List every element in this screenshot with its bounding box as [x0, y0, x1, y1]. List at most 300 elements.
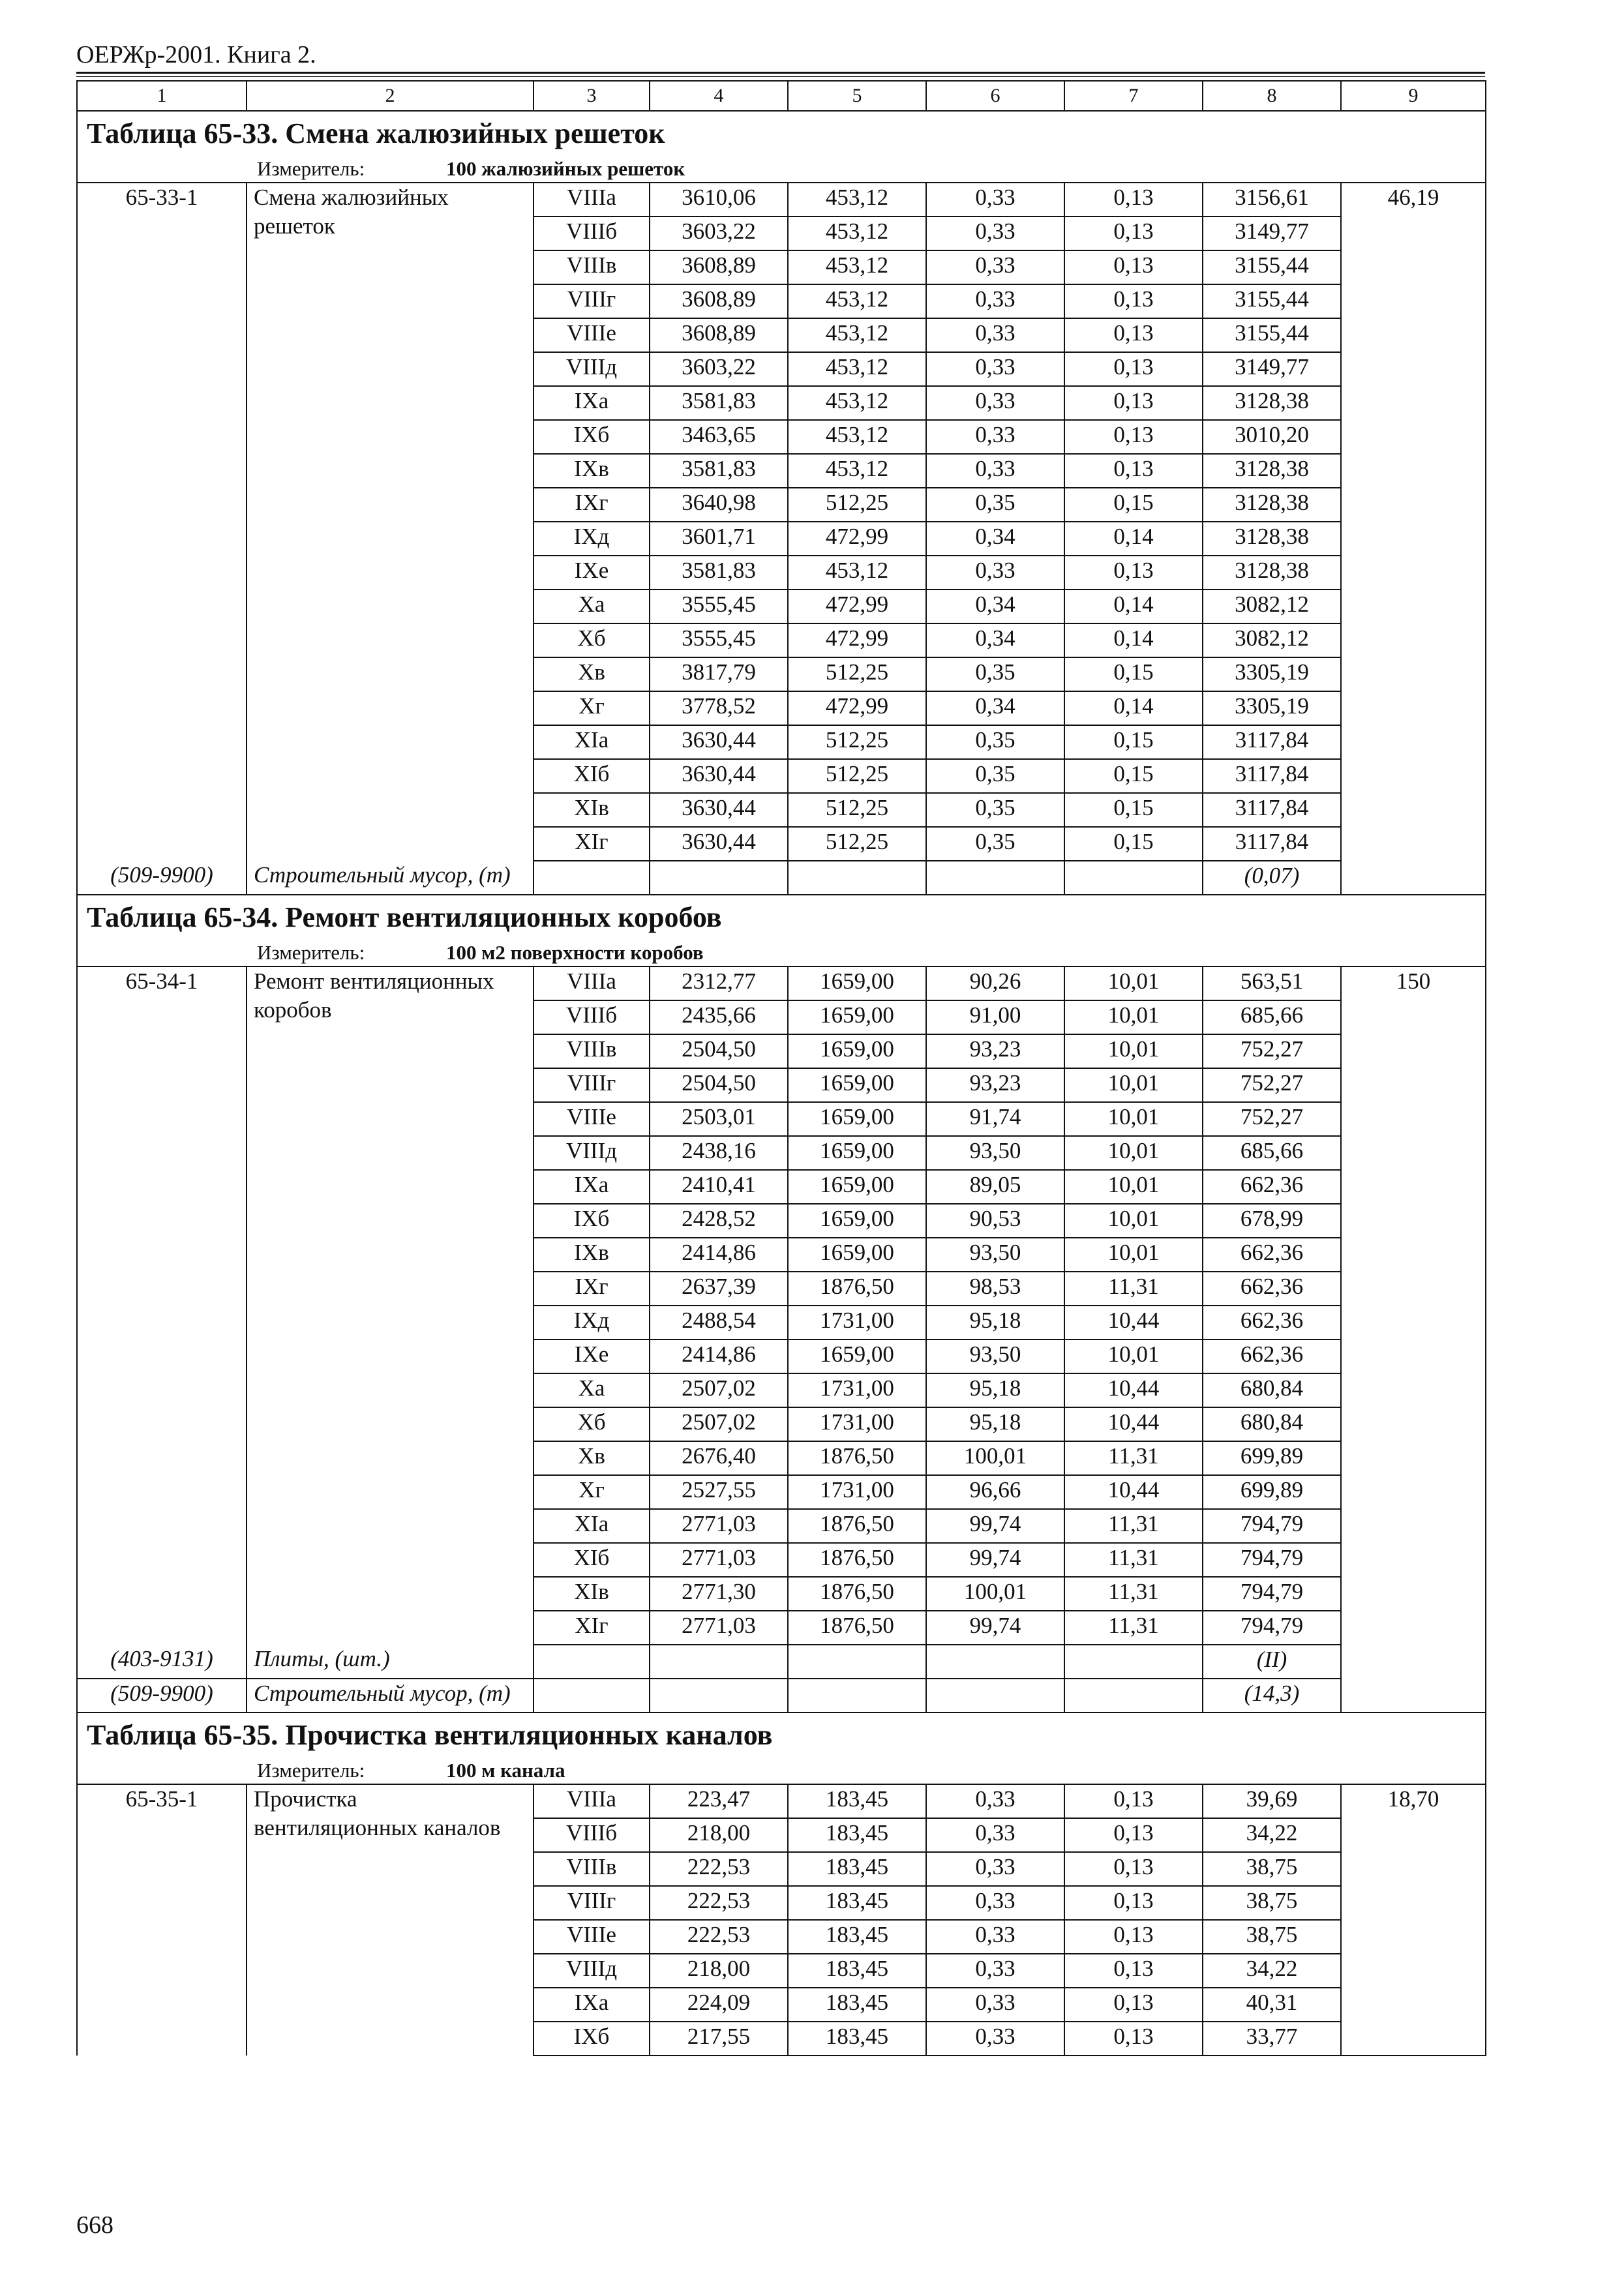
cell-col7: 0,13: [1064, 183, 1203, 217]
cell-col7: 0,15: [1064, 657, 1203, 691]
cell-col8: 3117,84: [1203, 725, 1341, 759]
cell-col5: 453,12: [788, 217, 926, 250]
cell-col5: 183,45: [788, 1818, 926, 1852]
cell-col7: 0,13: [1064, 556, 1203, 590]
cell-col3: XIг: [534, 827, 650, 861]
item-code-empty: [77, 420, 247, 454]
cell-col4: 3630,44: [650, 725, 788, 759]
cell-col6: 0,33: [926, 250, 1064, 284]
meter-cell: [77, 940, 1486, 966]
item-code-empty: [77, 657, 247, 691]
cell-col8: 3155,44: [1203, 284, 1341, 318]
item-code-empty: [77, 1441, 247, 1475]
cell-col7: 0,13: [1064, 217, 1203, 250]
cell-col5: 1731,00: [788, 1475, 926, 1509]
item-code-empty: [77, 1475, 247, 1509]
item-code-empty: [77, 1170, 247, 1204]
cell-col4: 2637,39: [650, 1272, 788, 1306]
cell-col5: 453,12: [788, 420, 926, 454]
table-row: [77, 966, 1486, 1000]
meter-cell: [77, 156, 1486, 183]
cell-col8: 3010,20: [1203, 420, 1341, 454]
cell-col8: 685,66: [1203, 1000, 1341, 1034]
cell-col4: 2771,03: [650, 1543, 788, 1577]
cell-col7: 10,01: [1064, 1238, 1203, 1272]
material-empty: [1064, 1679, 1203, 1713]
cell-col6: 0,34: [926, 691, 1064, 725]
material-value: (II): [1203, 1645, 1341, 1679]
column-number: 3: [534, 81, 650, 111]
material-name: Строительный мусор, (т): [247, 861, 534, 895]
cell-col5: 1731,00: [788, 1373, 926, 1407]
cell-col6: 100,01: [926, 1441, 1064, 1475]
cell-col5: 453,12: [788, 454, 926, 488]
page-number: 668: [76, 2211, 113, 2239]
material-value: (14,3): [1203, 1679, 1341, 1713]
cell-col5: 183,45: [788, 1784, 926, 1818]
item-code-empty: [77, 793, 247, 827]
cell-col8: 3305,19: [1203, 691, 1341, 725]
cell-col7: 0,15: [1064, 827, 1203, 861]
cell-col4: 3555,45: [650, 623, 788, 657]
meter-value: 100 м канала: [446, 1759, 565, 1782]
cell-col5: 453,12: [788, 183, 926, 217]
cell-col5: 453,12: [788, 250, 926, 284]
material-code: (509-9900): [77, 861, 247, 895]
cell-col8: 794,79: [1203, 1611, 1341, 1645]
cell-col4: 3608,89: [650, 284, 788, 318]
item-code-empty: [77, 1102, 247, 1136]
cell-col3: VIIIб: [534, 217, 650, 250]
item-code-empty: [77, 1000, 247, 1034]
cell-col5: 1876,50: [788, 1272, 926, 1306]
material-empty: [788, 1679, 926, 1713]
meter-value: 100 м2 поверхности коробов: [446, 941, 704, 964]
meter-row: [77, 940, 1486, 966]
cell-col6: 0,33: [926, 556, 1064, 590]
material-name: Плиты, (шт.): [247, 1645, 534, 1679]
cell-col4: 3555,45: [650, 590, 788, 623]
cell-col8: 662,36: [1203, 1339, 1341, 1373]
cell-col8: 794,79: [1203, 1577, 1341, 1611]
cell-col7: 0,13: [1064, 1852, 1203, 1886]
cell-col5: 512,25: [788, 793, 926, 827]
cell-col6: 0,35: [926, 827, 1064, 861]
cell-col4: 2676,40: [650, 1441, 788, 1475]
cell-col3: IXб: [534, 420, 650, 454]
item-code-empty: [77, 284, 247, 318]
cell-col3: VIIIд: [534, 352, 650, 386]
cell-col8: 662,36: [1203, 1238, 1341, 1272]
cell-col6: 93,50: [926, 1238, 1064, 1272]
cell-col3: VIIIв: [534, 1034, 650, 1068]
cell-col7: 10,44: [1064, 1373, 1203, 1407]
cell-col5: 453,12: [788, 556, 926, 590]
item-code: 65-34-1: [77, 966, 247, 1000]
item-code-empty: [77, 522, 247, 556]
cell-col5: 472,99: [788, 691, 926, 725]
item-code-empty: [77, 1407, 247, 1441]
cell-col3: IXе: [534, 1339, 650, 1373]
cell-col7: 0,13: [1064, 2022, 1203, 2056]
item-code-empty: [77, 1272, 247, 1306]
cell-col5: 472,99: [788, 623, 926, 657]
running-head: ОЕРЖр-2001. Книга 2.: [76, 41, 316, 68]
cell-col6: 99,74: [926, 1543, 1064, 1577]
cell-col5: 1876,50: [788, 1441, 926, 1475]
cell-col8: 794,79: [1203, 1543, 1341, 1577]
item-code-empty: [77, 1852, 247, 1886]
cell-col5: 1876,50: [788, 1543, 926, 1577]
item-code-empty: [77, 1886, 247, 1920]
cell-col6: 99,74: [926, 1611, 1064, 1645]
cell-col8: 794,79: [1203, 1509, 1341, 1543]
cell-col7: 10,01: [1064, 1170, 1203, 1204]
cell-col7: 10,01: [1064, 1034, 1203, 1068]
material-empty: [1064, 1645, 1203, 1679]
column-number: 4: [650, 81, 788, 111]
cell-col3: XIв: [534, 793, 650, 827]
cell-col3: XIг: [534, 1611, 650, 1645]
cell-col7: 0,13: [1064, 1886, 1203, 1920]
cell-col4: 3630,44: [650, 827, 788, 861]
cell-col7: 0,13: [1064, 420, 1203, 454]
cell-col3: XIа: [534, 725, 650, 759]
cell-col8: 685,66: [1203, 1136, 1341, 1170]
cell-col6: 0,33: [926, 1886, 1064, 1920]
cell-col3: VIIIб: [534, 1000, 650, 1034]
cell-col6: 93,23: [926, 1034, 1064, 1068]
item-code-empty: [77, 217, 247, 250]
cell-col5: 1659,00: [788, 1102, 926, 1136]
meter-cell: [77, 1758, 1486, 1784]
cell-col8: 3155,44: [1203, 250, 1341, 284]
cell-col4: 2771,03: [650, 1509, 788, 1543]
material-empty: [788, 861, 926, 895]
cell-col4: 2771,30: [650, 1577, 788, 1611]
item-code: 65-35-1: [77, 1784, 247, 1818]
cell-col4: 223,47: [650, 1784, 788, 1818]
table-title: Таблица 65-33. Смена жалюзийных решеток: [77, 111, 1486, 156]
cell-col6: 0,33: [926, 1818, 1064, 1852]
cell-col7: 10,01: [1064, 1068, 1203, 1102]
cell-col8: 3128,38: [1203, 454, 1341, 488]
cell-col7: 11,31: [1064, 1611, 1203, 1645]
cell-col3: IXв: [534, 1238, 650, 1272]
cell-col3: XIа: [534, 1509, 650, 1543]
cell-col4: 2312,77: [650, 966, 788, 1000]
material-row: [77, 1645, 1486, 1679]
item-code-empty: [77, 759, 247, 793]
cell-col4: 2428,52: [650, 1204, 788, 1238]
cell-col8: 752,27: [1203, 1102, 1341, 1136]
cell-col5: 183,45: [788, 1886, 926, 1920]
table-title-row: [77, 1713, 1486, 1758]
cell-col8: 38,75: [1203, 1886, 1341, 1920]
cell-col7: 10,44: [1064, 1475, 1203, 1509]
item-code-empty: [77, 1509, 247, 1543]
cell-col3: Xа: [534, 590, 650, 623]
cell-col3: VIIIв: [534, 1852, 650, 1886]
cell-col4: 2414,86: [650, 1339, 788, 1373]
cell-col6: 0,35: [926, 759, 1064, 793]
item-code-empty: [77, 454, 247, 488]
cell-col7: 10,01: [1064, 1204, 1203, 1238]
cell-col3: Xб: [534, 623, 650, 657]
cell-col4: 3778,52: [650, 691, 788, 725]
cell-col3: IXб: [534, 1204, 650, 1238]
cell-col4: 3817,79: [650, 657, 788, 691]
material-empty: [650, 1679, 788, 1713]
cell-col8: 662,36: [1203, 1170, 1341, 1204]
item-code-empty: [77, 1339, 247, 1373]
cell-col5: 1731,00: [788, 1407, 926, 1441]
meter-value: 100 жалюзийных решеток: [446, 157, 685, 180]
item-name: Ремонт вентиляционных коробов: [247, 966, 534, 1645]
material-row: [77, 1679, 1486, 1713]
material-empty: [534, 1679, 650, 1713]
cell-col4: 3463,65: [650, 420, 788, 454]
cell-col7: 10,44: [1064, 1306, 1203, 1339]
cell-col5: 1659,00: [788, 1238, 926, 1272]
cell-col6: 90,26: [926, 966, 1064, 1000]
cell-col8: 699,89: [1203, 1475, 1341, 1509]
cell-col4: 2503,01: [650, 1102, 788, 1136]
cell-col5: 1659,00: [788, 966, 926, 1000]
cell-col3: Xв: [534, 657, 650, 691]
meter-row: [77, 156, 1486, 183]
cell-col5: 1659,00: [788, 1170, 926, 1204]
item-code-empty: [77, 1306, 247, 1339]
item-code-empty: [77, 1238, 247, 1272]
cell-col5: 183,45: [788, 1988, 926, 2022]
cell-col7: 0,13: [1064, 1954, 1203, 1988]
item-code-empty: [77, 352, 247, 386]
cell-col5: 512,25: [788, 759, 926, 793]
cell-col3: VIIIг: [534, 1068, 650, 1102]
column-number: 9: [1341, 81, 1486, 111]
cell-col7: 10,01: [1064, 1000, 1203, 1034]
cell-col3: Xа: [534, 1373, 650, 1407]
table-row: [77, 1784, 1486, 1818]
cell-col8: 34,22: [1203, 1818, 1341, 1852]
cell-col6: 0,33: [926, 284, 1064, 318]
cell-col8: 680,84: [1203, 1373, 1341, 1407]
meter-label: Измеритель:: [257, 1759, 365, 1782]
cell-col7: 10,01: [1064, 1136, 1203, 1170]
table-title: Таблица 65-34. Ремонт вентиляционных коробов: [77, 895, 1486, 940]
cell-col4: 222,53: [650, 1920, 788, 1954]
cell-col8: 3117,84: [1203, 759, 1341, 793]
cell-col5: 183,45: [788, 1920, 926, 1954]
table-title-row: [77, 111, 1486, 156]
cell-col8: 699,89: [1203, 1441, 1341, 1475]
cell-col5: 183,45: [788, 2022, 926, 2056]
item-code: 65-33-1: [77, 183, 247, 217]
cell-col4: 2771,03: [650, 1611, 788, 1645]
cell-col4: 218,00: [650, 1818, 788, 1852]
item-name: Смена жалюзийных решеток: [247, 183, 534, 861]
cell-col3: VIIIг: [534, 284, 650, 318]
cell-col6: 0,33: [926, 1954, 1064, 1988]
cell-col7: 0,15: [1064, 488, 1203, 522]
item-code-empty: [77, 590, 247, 623]
cell-col6: 0,33: [926, 1784, 1064, 1818]
cell-col4: 3601,71: [650, 522, 788, 556]
cell-col7: 0,13: [1064, 352, 1203, 386]
cell-col6: 0,33: [926, 420, 1064, 454]
cell-col7: 0,15: [1064, 759, 1203, 793]
meter-label: Измеритель:: [257, 157, 365, 180]
cell-col8: 38,75: [1203, 1852, 1341, 1886]
cell-col7: 11,31: [1064, 1577, 1203, 1611]
cell-col7: 0,13: [1064, 250, 1203, 284]
cell-col8: 33,77: [1203, 2022, 1341, 2056]
cell-col8: 662,36: [1203, 1306, 1341, 1339]
item-code-empty: [77, 691, 247, 725]
cell-col3: IXб: [534, 2022, 650, 2056]
cell-col3: VIIIа: [534, 183, 650, 217]
cell-col3: Xб: [534, 1407, 650, 1441]
cell-col4: 218,00: [650, 1954, 788, 1988]
cell-col6: 0,33: [926, 318, 1064, 352]
cell-col4: 3581,83: [650, 556, 788, 590]
cell-col5: 1659,00: [788, 1204, 926, 1238]
material-empty: [1064, 861, 1203, 895]
material-empty: [534, 1645, 650, 1679]
cell-col5: 512,25: [788, 657, 926, 691]
meter-label: Измеритель:: [257, 941, 365, 964]
col9-value: 46,19: [1341, 183, 1486, 895]
cell-col3: Xг: [534, 691, 650, 725]
cell-col7: 0,13: [1064, 284, 1203, 318]
cell-col6: 0,33: [926, 2022, 1064, 2056]
cell-col6: 0,33: [926, 1988, 1064, 2022]
cell-col4: 2507,02: [650, 1373, 788, 1407]
cell-col4: 224,09: [650, 1988, 788, 2022]
cell-col5: 453,12: [788, 386, 926, 420]
material-row: [77, 861, 1486, 895]
cell-col6: 0,33: [926, 352, 1064, 386]
item-code-empty: [77, 1543, 247, 1577]
cell-col4: 222,53: [650, 1852, 788, 1886]
material-code: (403-9131): [77, 1645, 247, 1679]
column-number: 7: [1064, 81, 1203, 111]
cell-col3: XIв: [534, 1577, 650, 1611]
cell-col6: 99,74: [926, 1509, 1064, 1543]
cell-col4: 2410,41: [650, 1170, 788, 1204]
table-row: [77, 183, 1486, 217]
cell-col6: 100,01: [926, 1577, 1064, 1611]
cell-col5: 1876,50: [788, 1509, 926, 1543]
item-code-empty: [77, 1954, 247, 1988]
item-code-empty: [77, 1034, 247, 1068]
cell-col4: 3603,22: [650, 217, 788, 250]
cell-col3: IXа: [534, 386, 650, 420]
cell-col5: 472,99: [788, 522, 926, 556]
cell-col3: Xг: [534, 1475, 650, 1509]
item-code-empty: [77, 1920, 247, 1954]
cell-col3: XIб: [534, 1543, 650, 1577]
material-empty: [650, 1645, 788, 1679]
cell-col7: 11,31: [1064, 1509, 1203, 1543]
column-number: 8: [1203, 81, 1341, 111]
item-code-empty: [77, 1988, 247, 2022]
material-name: Строительный мусор, (т): [247, 1679, 534, 1713]
cell-col4: 2504,50: [650, 1068, 788, 1102]
cell-col3: XIб: [534, 759, 650, 793]
cell-col7: 0,14: [1064, 590, 1203, 623]
cell-col8: 3082,12: [1203, 623, 1341, 657]
cell-col4: 3603,22: [650, 352, 788, 386]
cell-col3: Xв: [534, 1441, 650, 1475]
col9-value: 150: [1341, 966, 1486, 1713]
cell-col3: IXд: [534, 522, 650, 556]
cell-col8: 3117,84: [1203, 827, 1341, 861]
cell-col7: 0,13: [1064, 1920, 1203, 1954]
cell-col3: VIIIе: [534, 1920, 650, 1954]
cell-col6: 96,66: [926, 1475, 1064, 1509]
item-code-empty: [77, 1818, 247, 1852]
cell-col5: 1876,50: [788, 1577, 926, 1611]
cell-col3: IXв: [534, 454, 650, 488]
cell-col5: 453,12: [788, 284, 926, 318]
cell-col4: 217,55: [650, 2022, 788, 2056]
cell-col5: 472,99: [788, 590, 926, 623]
cell-col4: 3581,83: [650, 454, 788, 488]
cell-col4: 2488,54: [650, 1306, 788, 1339]
item-code-empty: [77, 1204, 247, 1238]
cell-col6: 95,18: [926, 1407, 1064, 1441]
cell-col3: VIIIе: [534, 318, 650, 352]
item-code-empty: [77, 386, 247, 420]
cell-col5: 453,12: [788, 352, 926, 386]
material-empty: [650, 861, 788, 895]
cell-col8: 3149,77: [1203, 217, 1341, 250]
cell-col6: 0,33: [926, 183, 1064, 217]
cell-col8: 40,31: [1203, 1988, 1341, 2022]
cell-col6: 93,50: [926, 1339, 1064, 1373]
cell-col7: 11,31: [1064, 1543, 1203, 1577]
cell-col3: IXг: [534, 1272, 650, 1306]
cell-col4: 222,53: [650, 1886, 788, 1920]
cell-col8: 3082,12: [1203, 590, 1341, 623]
cell-col5: 512,25: [788, 725, 926, 759]
material-empty: [926, 1645, 1064, 1679]
item-code-empty: [77, 1068, 247, 1102]
cell-col7: 10,01: [1064, 966, 1203, 1000]
item-code-empty: [77, 1611, 247, 1645]
material-code: (509-9900): [77, 1679, 247, 1713]
cell-col5: 1659,00: [788, 1000, 926, 1034]
cell-col7: 0,14: [1064, 623, 1203, 657]
cell-col3: VIIIа: [534, 1784, 650, 1818]
cell-col5: 1659,00: [788, 1339, 926, 1373]
item-code-empty: [77, 250, 247, 284]
material-value: (0,07): [1203, 861, 1341, 895]
item-code-empty: [77, 1136, 247, 1170]
cell-col5: 1731,00: [788, 1306, 926, 1339]
cell-col6: 93,50: [926, 1136, 1064, 1170]
cell-col8: 3117,84: [1203, 793, 1341, 827]
cell-col6: 0,35: [926, 793, 1064, 827]
cell-col6: 0,33: [926, 1852, 1064, 1886]
cell-col6: 95,18: [926, 1306, 1064, 1339]
cell-col7: 10,01: [1064, 1339, 1203, 1373]
cell-col7: 10,44: [1064, 1407, 1203, 1441]
cell-col8: 39,69: [1203, 1784, 1341, 1818]
cell-col8: 3128,38: [1203, 556, 1341, 590]
